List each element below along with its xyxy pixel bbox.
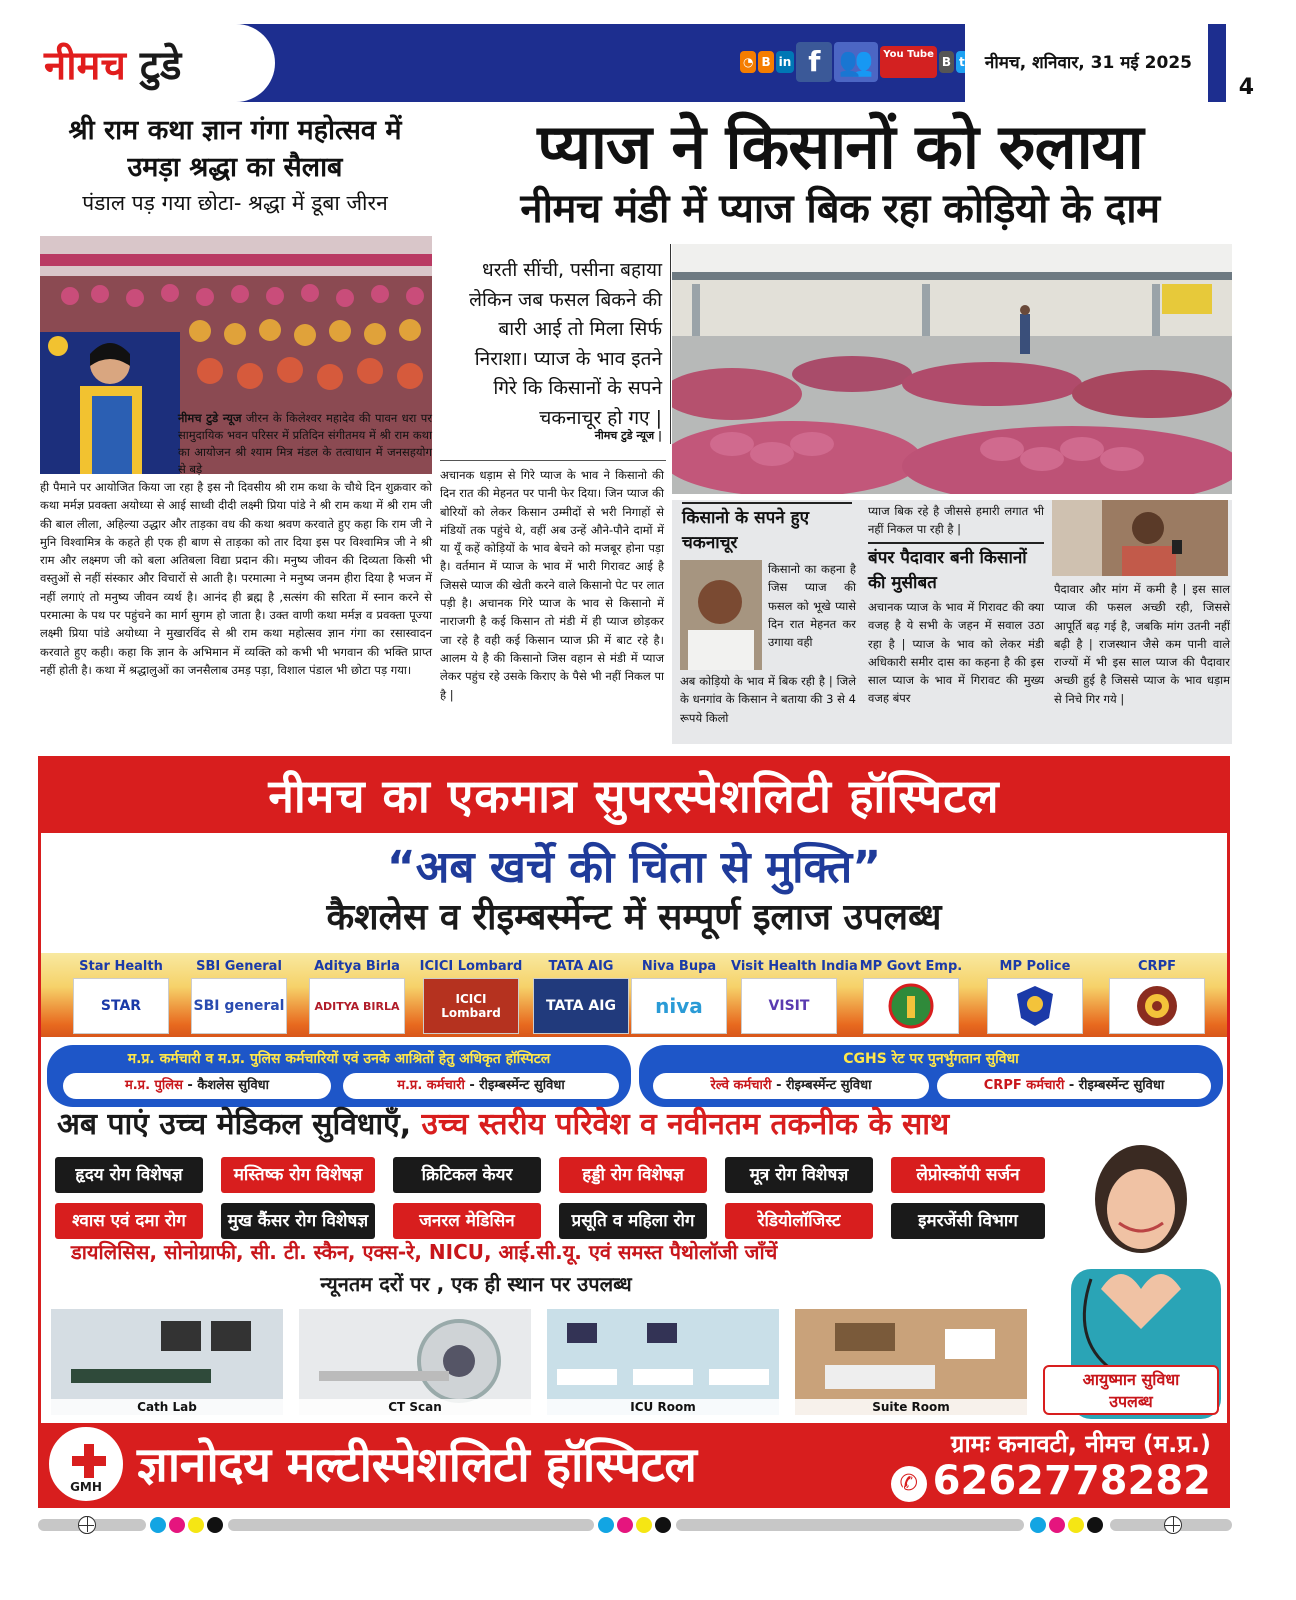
insurer-name: TATA AIG	[548, 959, 614, 974]
cyan-dot	[150, 1517, 166, 1533]
phone-icon: ✆	[891, 1466, 927, 1502]
mp-employee-box-title: म.प्र. कर्मचारी व म.प्र. पुलिस कर्मचारियों एवं उनके आश्रितों हेतु अधिकृत हॉस्पिटल	[127, 1051, 551, 1067]
railway-employee-pill	[653, 1073, 929, 1099]
visit-health-logo: VISIT	[741, 978, 837, 1034]
brand-part2: टुडे	[139, 43, 182, 89]
rss-icon[interactable]: ◔	[740, 51, 756, 73]
cyan-dot	[598, 1517, 614, 1533]
hospital-advertisement	[38, 756, 1230, 1508]
specialty-badge: हड्डी रोग विशेषज्ञ	[559, 1157, 707, 1193]
registration-mark-icon	[78, 1516, 96, 1534]
mid-column-body: अचानक प्याज के भाव में गिरावट की क्या वजह है ये सभी के जहन में सवाल उठा रहा है | प्याज के भाव को लेकर मंडी अधिकारी समीर दास का कहना है की इस साल प्याज के भाव में गिरावट की मुख्य वजह बंपर	[868, 600, 1044, 706]
left-story-body-top	[178, 410, 432, 478]
insurer-crpf	[1099, 959, 1215, 1034]
farmer-text-continued: अब कोड़ियो के भाव में बिक रही है | जिले के धनगांव के किसान ने बताया की 3 से 4 रूपये किलो	[680, 674, 856, 725]
hospital-logo-text: GMH	[70, 1480, 102, 1494]
brand-name	[44, 36, 181, 91]
hospital-logo	[49, 1427, 123, 1501]
phone-number[interactable]: 6262778282	[932, 1458, 1211, 1504]
twitter-icon[interactable]: t	[956, 51, 968, 73]
pill-label: म.प्र. पुलिस	[124, 1078, 183, 1093]
ayushman-line2: उपलब्ध	[1109, 1392, 1153, 1411]
insurer-name: Aditya Birla	[314, 959, 400, 974]
insurer-visit-health	[731, 959, 858, 1034]
masthead	[40, 24, 1256, 102]
left-story-subtitle: पंडाल पड़ गया छोटा- श्रद्धा में डूबा जीरन	[82, 191, 388, 215]
column-rule	[670, 244, 671, 444]
specialty-badge: मूत्र रोग विशेषज्ञ	[725, 1157, 873, 1193]
insurer-star-health	[63, 959, 179, 1034]
facility-part1: अब पाएं उच्च मेडिकल सुविधाएँ,	[57, 1107, 412, 1142]
official-illustration	[1052, 500, 1228, 576]
farmer-text: किसानो का कहना है जिस प्याज की फसल को भूखे प्यासे दिन रात मेहनत कर उगाया वही	[768, 562, 856, 650]
hospital-phone	[841, 1459, 1211, 1503]
mp-police-pill	[63, 1073, 331, 1099]
gray-bar	[676, 1519, 1024, 1531]
pill-label: CRPF कर्मचारी	[983, 1078, 1065, 1093]
sbi-general-logo: SBI general	[191, 978, 287, 1034]
insurer-sbi-general	[181, 959, 297, 1034]
yellow-dot	[188, 1517, 204, 1533]
insurer-name: MP Police	[999, 959, 1071, 974]
magenta-dot	[617, 1517, 633, 1533]
black-dot	[207, 1517, 223, 1533]
specialty-badge: लेप्रोस्कॉपी सर्जन	[891, 1157, 1045, 1193]
medical-cross-icon	[72, 1444, 106, 1478]
room-label: CT Scan	[299, 1399, 531, 1415]
linkedin-icon[interactable]: in	[776, 51, 795, 73]
page-number: 4	[1238, 75, 1254, 100]
specialty-badge: इमरजेंसी विभाग	[891, 1203, 1045, 1239]
black-dot	[1087, 1517, 1103, 1533]
ad-tests-line: डायलिसिस, सोनोग्राफी, सी. टी. स्कैन, एक्स-रे, NICU, आई.सी.यू. एवं समस्त पैथोलॉजी जाँचें	[71, 1240, 778, 1264]
main-story-header	[440, 110, 1240, 234]
ad-quote: “अब खर्चे की चिंता से मुक्ति”	[386, 842, 882, 893]
gray-bar	[228, 1519, 594, 1531]
registration-mark-icon	[1164, 1516, 1182, 1534]
main-story-intro: धरती सींची, पसीना बहाया लेकिन जब फसल बिकने की बारी आई तो मिला सिर्फ निराशा। प्याज के भाव इतने गिरे कि किसानों के सपने चकनाचूर हो गए |	[469, 259, 662, 429]
youtube-icon[interactable]: You Tube	[880, 46, 937, 78]
insurer-name: MP Govt Emp.	[859, 959, 963, 974]
hospital-name: ज्ञानोदय मल्टीस्पेशलिटी हॉस्पिटल	[137, 1437, 697, 1493]
official-photo	[1052, 500, 1228, 576]
print-registration-strip	[38, 1516, 1232, 1534]
insurer-aditya-birla	[299, 959, 415, 1034]
onion-market-photo	[672, 244, 1232, 494]
specialty-badge: रेडियोलॉजिस्ट	[725, 1203, 873, 1239]
insurer-name: ICICI Lombard	[419, 959, 523, 974]
room-photo-cath-lab	[49, 1307, 285, 1417]
insurer-niva-bupa	[621, 959, 737, 1034]
google-plus-icon[interactable]: 👥	[834, 42, 878, 82]
facebook-icon[interactable]: f	[796, 42, 832, 82]
hospital-address: ग्रामः कनावटी, नीमच (म.प्र.)	[950, 1430, 1211, 1458]
main-story-byline: नीमच टुडे न्यूज |	[594, 429, 662, 442]
crpf-emblem-icon	[1109, 978, 1205, 1034]
left-story-body-top-text: जीरन के किलेश्वर महादेव की पावन धरा पर सामुदायिक भवन परिसर में प्रतिदिन संगीतमय में श्री राम कथा का आयोजन श्री श्याम मित्र मंडल के तत्वाधान में जनसहयोग से बड़े	[178, 411, 433, 476]
yellow-dot	[636, 1517, 652, 1533]
insurer-icici-lombard	[413, 959, 529, 1034]
specialty-badge: मुख कैंसर रोग विशेषज्ञ	[221, 1203, 375, 1239]
room-label: Cath Lab	[51, 1399, 283, 1415]
pill-value: - रीइम्बर्स्मेन्ट सुविधा	[1064, 1078, 1165, 1093]
mp-employee-pill	[343, 1073, 619, 1099]
specialty-badge: श्वास एवं दमा रोग	[55, 1203, 203, 1239]
section-rule	[440, 460, 666, 461]
brand-logo	[40, 24, 275, 102]
left-story-body: ही पैमाने पर आयोजित किया जा रहा है इस नौ दिवसीय श्री राम कथा के चौथे दिन शुक्रवार को कथा मर्मज्ञ प्रवक्ता अयोध्या से आई साध्वी दीदी लक्ष्मी प्रिया पांडे ने श्री राम कथा में श्री राम जी की बाल लीला, अहिल्या उद्धार और ताड़का वध की कथा श्रवण करवाते हुए कहा कि राम जी ने मुनि विश्वामित्र के कहते ही एक ही बाण से ताड़का को तार दिया इस पर विश्वामित्र जी ने श्री राम और लक्ष्मण जी को बला अतिबला विद्या प्रदान की। मनुष्य जीवन की दिव्यता किसी भी वस्तुओं से नहीं संस्कार और विचारों से आती है। परमात्मा ने मनुष्य जनम हीरा दिया है भजन में नहीं लगाएं तो मनुष्य जीवन व्यर्थ है। आनंद ही ब्रह्म है ,सत्संग की सरिता में स्नान करने से परमात्मा के पथ पर पहुंचने का मार्ग सुगम हो जाता है। उक्त वाणी कथा मर्मज्ञ व प्रवक्ता पूज्या लक्ष्मी प्रिया पांडे अयोध्या ने मुखारविंद से श्री राम कथा महोत्सव ज्ञान गंगा का रसास्वादन करवाते हुए कही। कहा कि ज्ञान के अभिमान में व्यक्ति को कभी भी भगवान की भक्ति प्राप्त नहीं होती है। कथा में श्रद्धालुओं का जनसैलाब उमड़ पड़ा, विशाल पंडाल भी छोटा पड़ गया।	[40, 480, 432, 677]
main-story-title: प्याज ने किसानों को रुलाया	[537, 110, 1143, 183]
magenta-dot	[1049, 1517, 1065, 1533]
social-icons	[740, 40, 968, 84]
specialty-badge: मस्तिष्क रोग विशेषज्ञ	[221, 1157, 375, 1193]
mp-govt-emblem-icon	[863, 978, 959, 1034]
room-photo-suite	[793, 1307, 1029, 1417]
ad-cashless-line: कैशलेस व रीइम्बर्स्मेन्ट में सम्पूर्ण इलाज उपलब्ध	[326, 897, 942, 938]
insurer-mp-govt	[853, 959, 969, 1034]
blogger-icon[interactable]: B	[758, 51, 773, 73]
pill-label: रेल्वे कर्मचारी	[710, 1078, 772, 1093]
left-story-header	[40, 112, 430, 218]
icici-lombard-logo: ICICI Lombard	[423, 978, 519, 1034]
mid-column-top: प्याज बिक रहे है जीससे हमारी लगात भी नहीं निकल पा रही है |	[868, 504, 1044, 537]
star-health-logo: STAR	[73, 978, 169, 1034]
specialty-badge: जनरल मेडिसिन	[393, 1203, 541, 1239]
specialty-badge: क्रिटिकल केयर	[393, 1157, 541, 1193]
main-story-body: अचानक धड़ाम से गिरे प्याज के भाव ने किसानो की दिन रात की मेहनत पर पानी फेर दिया। जिन प्याज की बोरियों को लेकर किसान उम्मीदों से भरी निगाहों से मंडियों तक पहुंचे थे, वहीं अब उन्हें औने-पौने दामों में या यूँ कहें कोड़ियों के भाव बेचने को मजबूर होना पड़ा है। वर्तमान में प्याज के भाव में भारी गिरावट आई है जिससे प्याज की खेती करने वाले किसानो पेट पर लात पड़ी है। अचानक गिरे प्याज के भाव से किसानो में नाराजगी है कई किसान तो मंडी में ही प्याज छोड़कर जा रहे है वही कई किसान प्याज फ्री में बाट रहे है। आलम ये है की किसानो जिस वहान से मंडी में प्याज लेकर पहुंच रहे उसके किराए के पैसे भी नहीं निकल पा है |	[440, 468, 664, 702]
insurer-name: Niva Bupa	[641, 959, 717, 974]
room-label: Suite Room	[795, 1399, 1027, 1415]
insurer-name: Star Health	[79, 959, 163, 974]
room-photo-ct-scan	[297, 1307, 533, 1417]
market-illustration	[672, 244, 1232, 494]
crpf-employee-pill	[937, 1073, 1211, 1099]
insurer-name: SBI General	[196, 959, 282, 974]
insurer-strip	[41, 953, 1227, 1037]
ayushman-line1: आयुष्मान सुविधा	[1082, 1370, 1180, 1389]
mp-police-emblem-icon	[987, 978, 1083, 1034]
left-story-byline: नीमच टुडे न्यूज	[178, 411, 242, 425]
yellow-dot	[1068, 1517, 1084, 1533]
ad-footer	[41, 1423, 1227, 1505]
specialty-badge: प्रसूति व महिला रोग	[559, 1203, 707, 1239]
facility-part2: उच्च स्तरीय परिवेश व नवीनतम तकनीक के साथ	[411, 1107, 950, 1142]
room-photo-icu	[545, 1307, 781, 1417]
cghs-box-title: CGHS रेट पर पुनर्भुगतान सुविधा	[843, 1051, 1019, 1067]
niva-bupa-logo: niva	[631, 978, 727, 1034]
ad-low-rate-line: न्यूनतम दरों पर , एक ही स्थान पर उपलब्ध	[320, 1272, 632, 1296]
magenta-dot	[169, 1517, 185, 1533]
insurer-name: CRPF	[1138, 959, 1176, 974]
tata-aig-logo: TATA AIG	[533, 978, 629, 1034]
farmer-photo	[680, 560, 762, 670]
aditya-birla-logo: ADITYA BIRLA	[309, 978, 405, 1034]
specialty-badge: हृदय रोग विशेषज्ञ	[55, 1157, 203, 1193]
cghs-box	[639, 1045, 1223, 1107]
masthead-bar	[220, 24, 1240, 102]
pill-value: - कैशलेस सुविधा	[182, 1078, 270, 1093]
insurer-name: Visit Health India	[731, 959, 858, 974]
blog-icon[interactable]: B	[939, 51, 954, 73]
mp-employee-box	[47, 1045, 631, 1107]
pill-value: - रीइम्बर्स्मेन्ट सुविधा	[771, 1078, 872, 1093]
black-dot	[655, 1517, 671, 1533]
ayushman-badge	[1043, 1365, 1219, 1415]
date-line: नीमच, शनिवार, 31 मई 2025	[965, 24, 1208, 102]
page-number-box	[1222, 24, 1256, 102]
right-column-body: पैदावार और मांग में कमी है | इस साल प्याज की फसल अच्छी रही, जिससे आपूर्ति बढ़ गई है, जबकि मांग उतनी नहीं बढ़ी है | राजस्थान जैसे कम पानी वाले राज्यों में भी इस साल प्याज की पैदावार अच्छी हुई है जिससे प्याज के भाव धड़ाम से निचे गिर गये |	[1054, 582, 1230, 706]
brand-part1: नीमच	[44, 43, 126, 89]
farmer-subhead: किसानो के सपने हुए चकनाचूर	[682, 502, 852, 556]
pill-label: म.प्र. कर्मचारी	[397, 1078, 465, 1093]
bumper-subhead: बंपर पैदावार बनी किसानों की मुसीबत	[868, 542, 1044, 596]
farmer-illustration	[680, 560, 762, 670]
ad-top-banner: नीमच का एकमात्र सुपरस्पेशलिटी हॉस्पिटल	[41, 759, 1227, 833]
pill-value: - रीइम्बर्स्मेन्ट सुविधा	[464, 1078, 565, 1093]
room-label: ICU Room	[547, 1399, 779, 1415]
insurer-mp-police	[977, 959, 1093, 1034]
cyan-dot	[1030, 1517, 1046, 1533]
main-story-subtitle: नीमच मंडी में प्याज बिक रहा कोड़ियो के दाम	[520, 186, 1160, 232]
left-story-title: श्री राम कथा ज्ञान गंगा महोत्सव में उमड़ा श्रद्धा का सैलाब	[68, 115, 402, 183]
